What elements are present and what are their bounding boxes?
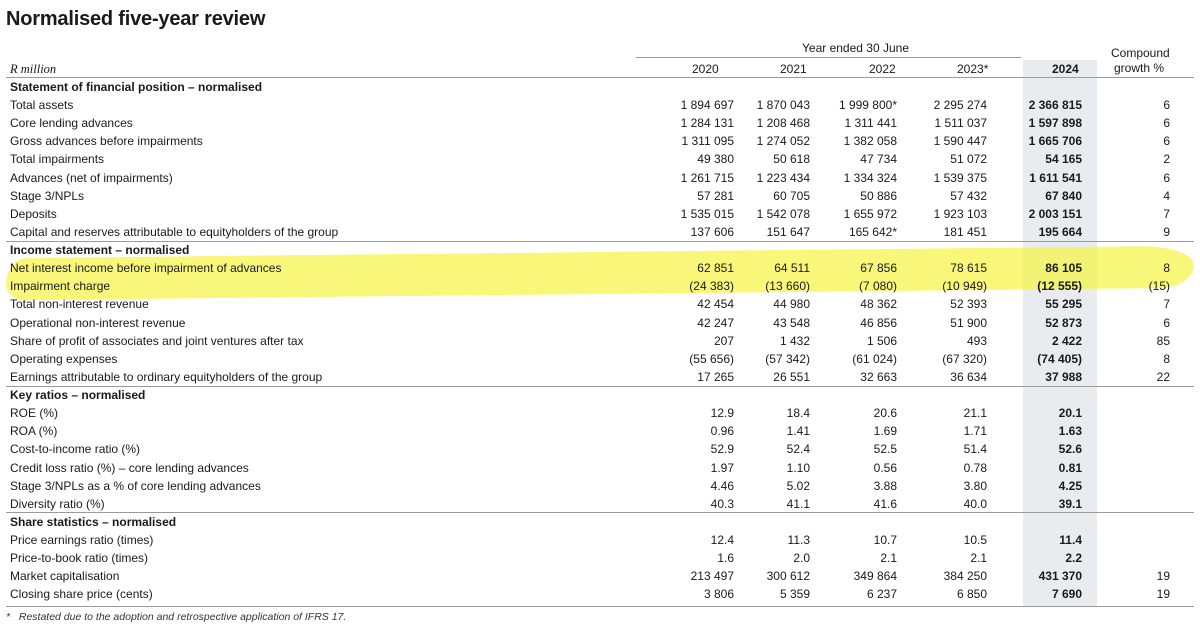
- cell-2022: 3.88: [873, 478, 897, 493]
- cell-2024: 195 664: [1038, 224, 1082, 239]
- cell-2023: 6 850: [956, 587, 987, 602]
- cell-2023: 1 590 447: [933, 134, 987, 149]
- cell-2020: 12.4: [710, 533, 734, 547]
- table-row: [0, 368, 1200, 386]
- cell-2020: 17 265: [697, 369, 734, 384]
- table-row: [0, 314, 1200, 332]
- cell-2021: 5.02: [786, 478, 810, 493]
- year-header-2020: 2020: [692, 62, 719, 76]
- cell-2022: 2.1: [880, 551, 897, 566]
- cell-compound-growth: 22: [1156, 369, 1170, 384]
- cell-2023: 21.1: [963, 406, 987, 421]
- cell-compound-growth: (15): [1148, 279, 1170, 294]
- cell-2020: 1 311 095: [681, 134, 734, 149]
- cell-compound-growth: 9: [1163, 224, 1170, 239]
- table-row: [0, 422, 1200, 440]
- cell-2023: 40.0: [963, 496, 987, 511]
- cell-2020: 213 497: [690, 569, 734, 584]
- cell-2020: 3 806: [703, 587, 734, 602]
- cell-2021: 151 647: [766, 224, 810, 239]
- row-label: Market capitalisation: [10, 569, 120, 584]
- row-label: Net interest income before impairment of advances: [10, 261, 282, 276]
- cell-2023: 51.4: [963, 442, 987, 457]
- cell-2021: 60 705: [773, 188, 810, 203]
- cell-2024: 1.63: [1058, 424, 1082, 439]
- cell-2024: 2.2: [1065, 551, 1082, 566]
- cell-2022: 32 663: [860, 369, 897, 384]
- section-heading-row: [0, 241, 1200, 259]
- table-row: [0, 223, 1200, 241]
- cell-2020: 0.96: [710, 424, 734, 439]
- cell-2023: 0.78: [963, 460, 987, 475]
- table-row: [0, 96, 1200, 114]
- table-row: [0, 259, 1200, 277]
- section-heading-row: [0, 386, 1200, 404]
- cell-compound-growth: 6: [1163, 315, 1170, 330]
- cell-2023: 2.1: [970, 551, 987, 566]
- cell-2020: 1 535 015: [680, 206, 734, 221]
- cell-2021: 5 359: [779, 587, 810, 602]
- cell-2022: 1 311 441: [844, 116, 897, 131]
- cell-2024: 55 295: [1045, 297, 1082, 312]
- cell-2024: (12 555): [1037, 279, 1082, 294]
- cell-compound-growth: 7: [1163, 297, 1170, 312]
- row-label: ROA (%): [10, 424, 58, 439]
- table-row: [0, 404, 1200, 422]
- cell-2023: 493: [966, 333, 987, 348]
- cell-2024: 20.1: [1058, 406, 1082, 421]
- cell-2021: 52.4: [786, 442, 810, 457]
- cell-2021: 41.1: [786, 496, 810, 511]
- cell-compound-growth: 6: [1163, 116, 1170, 131]
- cell-2020: 12.9: [710, 406, 734, 421]
- footnote: [6, 611, 346, 623]
- row-label: Capital and reserves attributable to equityholders of the group: [10, 224, 339, 239]
- cell-2020: 57 281: [697, 188, 734, 203]
- table-row: [0, 169, 1200, 187]
- cell-2022: 0.56: [873, 460, 897, 475]
- cell-2021: 43 548: [773, 315, 810, 330]
- section-heading: Statement of financial position – normalised: [10, 80, 263, 94]
- cell-2021: 1 274 052: [756, 134, 810, 149]
- cell-2023: 36 634: [950, 369, 987, 384]
- cell-compound-growth: 4: [1163, 188, 1170, 203]
- cell-2020: (24 383): [689, 279, 734, 294]
- cell-2020: 4.46: [710, 478, 734, 493]
- table-row: [0, 440, 1200, 458]
- cell-2022: 1 999 800*: [838, 98, 897, 113]
- cell-compound-growth: 19: [1156, 587, 1170, 602]
- cell-2023: 181 451: [943, 224, 987, 239]
- cell-2020: 1.97: [710, 460, 734, 475]
- section-heading: Share statistics – normalised: [10, 514, 177, 529]
- cell-2023: 57 432: [950, 188, 987, 203]
- cell-2022: 1 655 972: [843, 206, 897, 221]
- cell-compound-growth: 6: [1163, 98, 1170, 113]
- cell-2024: 2 003 151: [1028, 206, 1082, 221]
- row-label: Total impairments: [10, 152, 105, 167]
- row-label: Operational non-interest revenue: [10, 315, 186, 330]
- table-row: [0, 495, 1200, 513]
- cell-2022: 1 334 324: [843, 170, 897, 185]
- cell-2020: 62 851: [697, 261, 734, 276]
- cell-2022: 50 886: [860, 188, 897, 203]
- row-label: Gross advances before impairments: [10, 134, 203, 149]
- cell-compound-growth: 6: [1163, 170, 1170, 185]
- row-label: Share of profit of associates and joint ventures after tax: [10, 333, 304, 348]
- cell-2021: (13 660): [765, 279, 810, 294]
- cell-2024: 431 370: [1038, 569, 1082, 584]
- cell-2024: 67 840: [1045, 188, 1082, 203]
- cell-2020: 40.3: [710, 496, 734, 511]
- cell-2021: 1.41: [786, 424, 810, 439]
- row-label: Cost-to-income ratio (%): [10, 442, 141, 457]
- cell-2023: 51 900: [950, 315, 987, 330]
- cell-2024: 2 366 815: [1028, 98, 1082, 113]
- table-row: [0, 585, 1200, 603]
- cell-2024: 4.25: [1058, 478, 1082, 493]
- cell-compound-growth: 2: [1163, 152, 1170, 167]
- cell-2022: 1 506: [866, 333, 897, 348]
- unit-label: R million: [10, 62, 57, 76]
- cell-compound-growth: 6: [1163, 134, 1170, 149]
- table-row: [0, 549, 1200, 567]
- table-row: [0, 531, 1200, 549]
- cell-2022: 41.6: [873, 496, 897, 511]
- cell-2024: 2 422: [1051, 333, 1082, 348]
- footnote-marker: *: [6, 611, 11, 623]
- cell-2024: 37 988: [1045, 369, 1082, 384]
- cell-2022: 47 734: [860, 152, 897, 167]
- cell-2023: 1 539 375: [933, 170, 987, 185]
- cell-2021: 1 542 078: [756, 206, 810, 221]
- table-row: [0, 477, 1200, 495]
- cell-2024: 39.1: [1058, 496, 1082, 511]
- row-label: Total non-interest revenue: [10, 297, 149, 312]
- cell-2023: 78 615: [950, 261, 987, 276]
- section-heading-row: [0, 78, 1200, 96]
- row-label: Total assets: [10, 98, 74, 113]
- table-row: [0, 187, 1200, 205]
- cell-2023: 384 250: [943, 569, 987, 584]
- row-label: Stage 3/NPLs as a % of core lending advances: [10, 478, 261, 493]
- cell-2022: 46 856: [860, 315, 897, 330]
- cell-2020: 137 606: [690, 224, 734, 239]
- page-title: Normalised five-year review: [6, 8, 266, 30]
- cell-2023: 51 072: [950, 152, 987, 167]
- cell-compound-growth: 7: [1163, 206, 1170, 221]
- cell-2024: 86 105: [1045, 261, 1082, 276]
- table-row: [0, 205, 1200, 223]
- row-label: Operating expenses: [10, 351, 118, 366]
- cell-2021: 11.3: [787, 533, 810, 547]
- section-heading: Income statement – normalised: [10, 243, 190, 258]
- row-label: Price-to-book ratio (times): [10, 551, 149, 566]
- table-row: [0, 132, 1200, 150]
- year-header-2023: 2023*: [957, 62, 989, 76]
- cell-compound-growth: 19: [1156, 569, 1170, 584]
- cell-2022: 48 362: [860, 297, 897, 312]
- cell-2020: 52.9: [710, 442, 734, 457]
- cell-2022: 1 382 058: [843, 134, 897, 149]
- cell-2021: 1 223 434: [756, 170, 810, 185]
- table-row: [0, 350, 1200, 368]
- cell-2024: 0.81: [1058, 460, 1082, 475]
- cell-2022: 67 856: [860, 261, 897, 276]
- cell-2021: (57 342): [765, 351, 810, 366]
- cell-2021: 2.0: [793, 551, 810, 566]
- row-label: Stage 3/NPLs: [10, 188, 85, 203]
- cell-2023: 2 295 274: [933, 98, 987, 113]
- cell-2022: 349 864: [853, 569, 897, 584]
- year-header-2024: 2024: [1052, 62, 1079, 76]
- table-row: [0, 567, 1200, 585]
- cell-2021: 50 618: [773, 152, 810, 167]
- row-label: Diversity ratio (%): [10, 496, 105, 511]
- cell-2021: 18.4: [786, 406, 810, 421]
- cell-2020: 1 894 697: [680, 98, 734, 113]
- cell-2022: (61 024): [852, 351, 897, 366]
- cell-2020: 1 261 715: [680, 170, 734, 185]
- table-row: [0, 332, 1200, 350]
- cell-2024: (74 405): [1037, 351, 1082, 366]
- table-row: [0, 150, 1200, 168]
- row-label: ROE (%): [10, 406, 58, 421]
- cell-2023: 1 511 037: [934, 116, 987, 131]
- cell-2023: 10.5: [963, 533, 987, 547]
- year-header-2021: 2021: [780, 62, 807, 76]
- cell-compound-growth: 8: [1163, 351, 1170, 366]
- cell-2024: 11.4: [1059, 533, 1082, 547]
- table-row: [0, 277, 1200, 295]
- year-header-2022: 2022: [869, 62, 896, 76]
- cell-2020: 42 454: [697, 297, 734, 312]
- cell-2023: (10 949): [942, 279, 987, 294]
- cell-2021: 1.10: [786, 460, 810, 475]
- section-heading: Key ratios – normalised: [10, 388, 146, 403]
- cell-2024: 52.6: [1058, 442, 1082, 457]
- row-label: Credit loss ratio (%) – core lending advances: [10, 460, 249, 475]
- cell-2020: 42 247: [697, 315, 734, 330]
- period-header-rule: [636, 57, 1021, 58]
- cell-2022: 165 642*: [848, 224, 897, 239]
- cell-2021: 64 511: [774, 261, 810, 276]
- cell-2024: 54 165: [1045, 152, 1082, 167]
- growth-header-line2: growth %: [1114, 61, 1165, 75]
- row-label: Closing share price (cents): [10, 587, 153, 602]
- cell-2021: 1 208 468: [756, 116, 810, 131]
- table-row: [0, 459, 1200, 477]
- cell-2024: 1 611 541: [1029, 170, 1082, 185]
- period-header: Year ended 30 June: [802, 41, 909, 55]
- cell-2023: 1 923 103: [933, 206, 987, 221]
- row-label: Price earnings ratio (times): [10, 533, 154, 547]
- cell-2021: 44 980: [773, 297, 810, 312]
- table-bottom-rule: [6, 606, 1194, 607]
- cell-2024: 1 665 706: [1028, 134, 1082, 149]
- table-row: [0, 295, 1200, 313]
- cell-2022: 10.7: [873, 533, 897, 547]
- cell-2022: (7 080): [858, 279, 897, 294]
- row-label: Impairment charge: [10, 279, 111, 294]
- row-label: Deposits: [10, 206, 57, 221]
- cell-2021: 26 551: [773, 369, 810, 384]
- section-heading-row: [0, 513, 1200, 531]
- cell-2021: 1 870 043: [756, 98, 810, 113]
- growth-header-line1: Compound: [1111, 46, 1170, 60]
- row-label: Earnings attributable to ordinary equityholders of the group: [10, 369, 323, 384]
- cell-2023: 1.71: [963, 424, 987, 439]
- cell-2024: 7 690: [1051, 587, 1082, 602]
- footnote-text: Restated due to the adoption and retrospective application of IFRS 17.: [18, 611, 347, 623]
- cell-2020: 49 380: [697, 152, 734, 167]
- cell-2021: 300 612: [766, 569, 810, 584]
- cell-2022: 52.5: [873, 442, 897, 457]
- cell-compound-growth: 85: [1156, 333, 1170, 348]
- cell-2020: 1 284 131: [680, 116, 734, 131]
- row-label: Core lending advances: [10, 116, 133, 131]
- cell-2021: 1 432: [779, 333, 810, 348]
- cell-2022: 6 237: [866, 587, 897, 602]
- cell-2024: 1 597 898: [1028, 116, 1082, 131]
- cell-2023: (67 320): [942, 351, 987, 366]
- row-label: Advances (net of impairments): [10, 170, 173, 185]
- cell-2023: 52 393: [950, 297, 987, 312]
- cell-2020: (55 656): [689, 351, 734, 366]
- cell-2020: 207: [713, 333, 734, 348]
- cell-2022: 20.6: [873, 406, 897, 421]
- cell-compound-growth: 8: [1163, 261, 1170, 276]
- cell-2024: 52 873: [1045, 315, 1082, 330]
- cell-2023: 3.80: [963, 478, 987, 493]
- table-row: [0, 114, 1200, 132]
- cell-2020: 1.6: [717, 551, 734, 566]
- cell-2022: 1.69: [873, 424, 897, 439]
